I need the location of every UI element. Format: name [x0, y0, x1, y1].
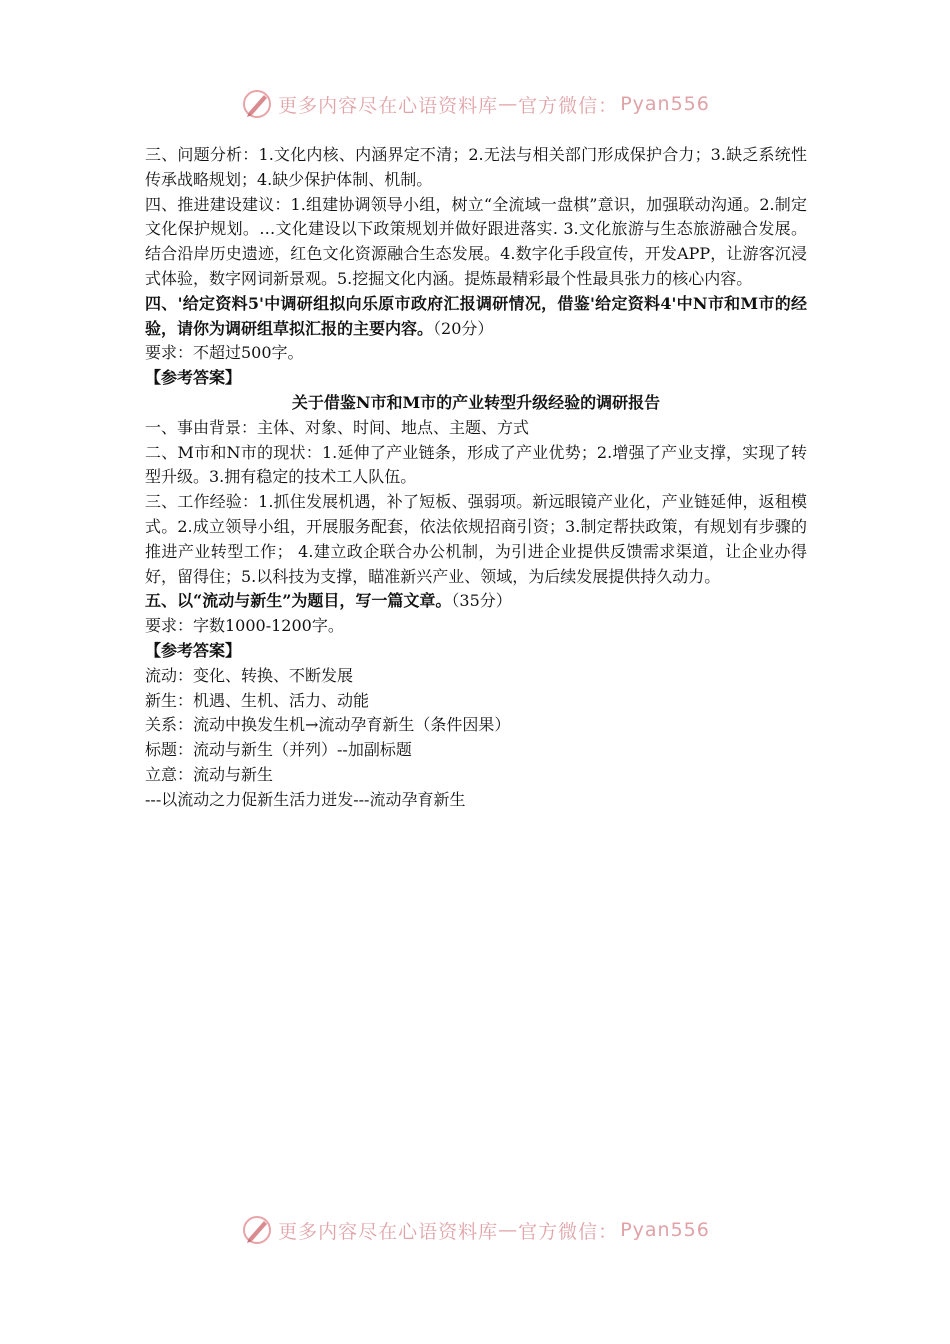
essay-line-rebirth: 新生：机遇、生机、活力、动能 [145, 690, 370, 710]
question-4-requirement: 要求：不超过500字。 [145, 343, 304, 363]
pen-logo-icon [240, 1213, 274, 1247]
document-body [145, 143, 807, 813]
essay-line-theme: 立意：流动与新生 [145, 764, 274, 784]
essay-line-flow: 流动：变化、转换、不断发展 [145, 665, 354, 685]
pen-logo-icon [240, 87, 274, 121]
watermark-label: 官方微信： [518, 94, 619, 117]
essay-line-title: 标题：流动与新生（并列）--加副标题 [145, 740, 412, 760]
paragraph-construction-advice: 四、推进建设建议：1.组建协调领导小组，树立“全流域一盘棋”意识，加强联动沟通。2.制定文化保护规划。…文化建设以下政策规划并做好跟进落实. 3.文化旅游与生态旅游融合发展。结合沿岸历史遗迹，红色文化资源融合生态发展。4.数字化手段宣传，开发APP，让游客沉浸式体验，数字网词新景观。5.挖掘文化内涵。提炼最精彩最个性最具张力的核心内容。 [145, 194, 807, 288]
watermark-main-text: 更多内容尽在心语资料库 [278, 94, 499, 117]
paragraph-problem-analysis: 三、问题分析：1.文化内核、内涵界定不清；2.无法与相关部门形成保护合力；3.缺乏系统性传承战略规划；4.缺少保护体制、机制。 [145, 145, 807, 189]
watermark-wechat-id: Pyan556 [620, 1219, 710, 1241]
watermark-header [0, 84, 950, 124]
reference-answer-heading-1: 【参考答案】 [145, 368, 242, 388]
essay-line-relation: 关系：流动中换发生机→流动孕育新生（条件因果） [145, 715, 511, 735]
report-section-2: 二、M市和N市的现状：1.延伸了产业链条，形成了产业优势；2.增强了产业支撑，实现了转型升级。3.拥有稳定的技术工人队伍。 [145, 442, 807, 487]
question-5 [145, 589, 807, 614]
watermark-footer [0, 1210, 950, 1250]
question-5-score: （35分） [451, 591, 512, 611]
question-4-score: （20分） [433, 318, 494, 338]
watermark-dash: — [498, 93, 519, 115]
question-4 [145, 292, 807, 342]
question-4-text: 四、'给定资料5'中调研组拟向乐原市政府汇报调研情况，借鉴'给定资料4'中N市和M市的经验，请你为调研组草拟汇报的主要内容。 [145, 293, 807, 338]
report-section-3: 三、工作经验：1.抓住发展机遇，补了短板、强弱项。新远眼镜产业化，产业链延伸，返租模式。2.成立领导小组，开展服务配套，依法依规招商引资；3.制定帮扶政策，有规划有步骤的推进产业转型工作； 4.建立政企联合办公机制，为引进企业提供反馈需求渠道，让企业办得好，留得住；5.以科技为支撑，瞄准新兴产业、领域，为后续发展提供持久动力。 [145, 492, 807, 586]
report-title: 关于借鉴N市和M市的产业转型升级经验的调研报告 [291, 392, 661, 412]
watermark-wechat-id: Pyan556 [620, 93, 710, 115]
question-5-requirement: 要求：字数1000-1200字。 [145, 616, 344, 636]
essay-line-subtitle: ---以流动之力促新生活力迸发---流动孕育新生 [145, 789, 466, 809]
question-5-text: 五、以“流动与新生”为题目，写一篇文章。 [145, 591, 452, 611]
report-section-1: 一、事由背景：主体、对象、时间、地点、主题、方式 [145, 417, 530, 437]
watermark-dash: — [498, 1219, 519, 1241]
reference-answer-heading-2: 【参考答案】 [145, 640, 242, 660]
watermark-main-text: 更多内容尽在心语资料库 [278, 1220, 499, 1243]
watermark-label: 官方微信： [518, 1220, 619, 1243]
